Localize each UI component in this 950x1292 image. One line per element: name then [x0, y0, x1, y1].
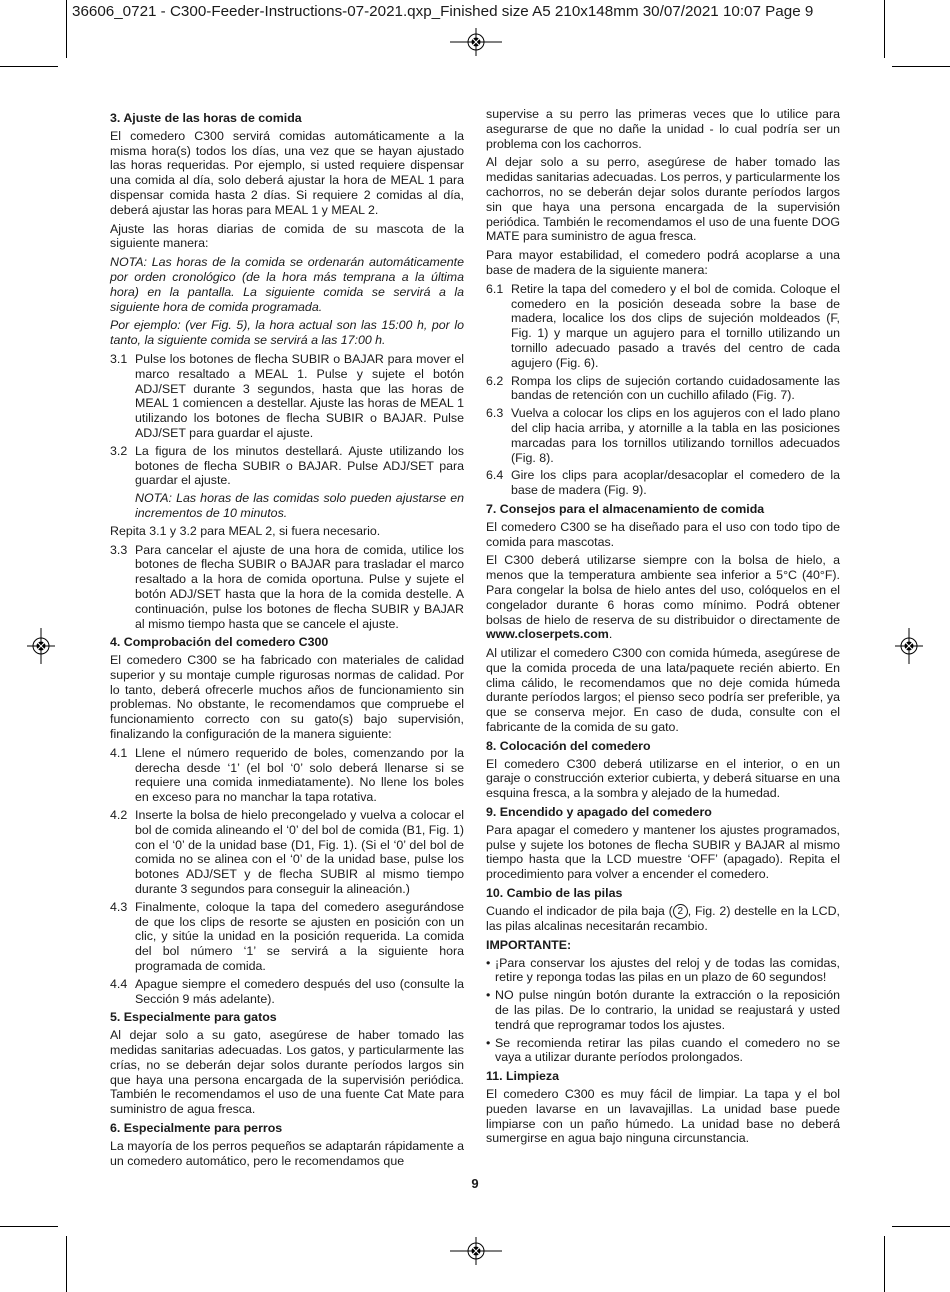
item-text: Para cancelar el ajuste de una hora de comida, utilice los botones de flecha SUBIR o BAJAR para trasladar el marco resaltado a la hora de comida oportuna. Pulse y sujete el botón ADJ/SET hasta que la hora de la comida destelle. A continuación, pulse los botones de flecha SUBIR y BAJAR al mismo tiempo hasta que se cancele el ajuste.	[135, 542, 464, 631]
period: .	[608, 627, 613, 642]
list-item	[486, 406, 840, 465]
crop-mark	[66, 1236, 67, 1292]
paragraph-text: Cuando el indicador de pila baja (	[486, 903, 673, 918]
item-number: 4.2	[110, 808, 128, 823]
paragraph: Al dejar solo a su perro, asegúrese de haber tomado las medidas sanitarias adecuadas. Los perros, y particularmente los cachorros, no se deberán dejar solos durante períodos largos sin que haya una persona encargada de la supervisión periódica. También le recomendamos el uso de una fuente DOG MATE para suministro de agua fresca.	[486, 155, 841, 244]
crop-mark	[884, 1236, 885, 1292]
list-item	[110, 900, 464, 974]
crop-mark	[0, 1226, 58, 1227]
bullet-text: NO pulse ningún botón durante la extracción o la reposición de las pilas. De lo contrario, la unidad se reajustará y usted tendrá que reprogramar todos los ajustes.	[495, 988, 840, 1032]
bullet-text: ¡Para conservar los ajustes del reloj y de todas las comidas, retire y reponga todas las pilas en un plazo de 60 segundos!	[495, 955, 840, 985]
section-heading: 9. Encendido y apagado del comedero	[486, 805, 712, 820]
bullet-icon: •	[486, 988, 491, 1003]
website-link[interactable]: www.closerpets.com	[486, 627, 609, 642]
item-text: Inserte la bolsa de hielo precongelado y vuelva a colocar el bol de comida alineando el ‘0’ del bol de comida (B1, Fig. 1) con el ‘0’ de la unidad base (D1, Fig. 1). (Si el ‘0’ del bol de comida no se alinea con el ‘0’ de la unidad base, pulse los botones ADJ/SET y de flecha SUBIR al mismo tiempo durante 3 segundos para conseguir la alineación.)	[135, 808, 464, 897]
item-number: 3.2	[110, 443, 128, 458]
section-heading: 11. Limpieza	[486, 1069, 560, 1084]
item-number: 3.3	[110, 542, 128, 557]
paragraph-text: El C300 deberá utilizarse siempre con la bolsa de hielo, a menos que la temperatura ambiente sea inferior a 5°C (40°F). Para congelar la bolsa de hielo antes del uso, colóquelos en el congelador durante 6 horas como mínimo. Podrá obtener bolsas de hielo de reserva de su distribuidor o directamente de	[486, 553, 840, 627]
item-text: Llene el número requerido de boles, comenzando por la derecha desde ‘1’ (el bol ‘0’ solo deberá llenarse si se requiere una comida inmediatamente). No llene los boles en exceso para no manchar la tapa rotativa.	[135, 745, 464, 805]
section-heading: 10. Cambio de las pilas	[486, 886, 623, 901]
right-column	[486, 107, 840, 1150]
section-heading: 3. Ajuste de las horas de comida	[110, 111, 302, 125]
section-heading: 5. Especialmente para gatos	[110, 1010, 277, 1025]
paragraph: supervise a su perro las primeras veces que lo utilice para asegurarse de que no dañe la unidad - lo cual podría ser un problema con los cachorros.	[486, 107, 840, 151]
bullet-item	[486, 1036, 840, 1066]
item-text: Rompa los clips de sujeción cortando cuidadosamente las bandas de retención con un cuchillo afilado (Fig. 7).	[511, 373, 840, 403]
left-column	[110, 107, 464, 1172]
paragraph: Repita 3.1 y 3.2 para MEAL 2, si fuera necesario.	[110, 523, 381, 538]
paragraph	[486, 904, 840, 934]
paragraph: El comedero C300 servirá comidas automáticamente a la misma hora(s) todos los días, una vez que se hayan ajustado las horas requeridas. Por ejemplo, si usted requiere dispensar una comida al día, solo deberá ajustar la hora de MEAL 1 para dispensar comida hasta 2 días. Si requiere 2 comidas al día, deberá ajustar las horas para MEAL 1 y MEAL 2.	[110, 128, 464, 217]
item-text: Apague siempre el comedero después del uso (consulte la Sección 9 más adelante).	[135, 976, 464, 1006]
paragraph: Para mayor estabilidad, el comedero podrá acoplarse a una base de madera de la siguiente manera:	[486, 248, 840, 277]
paragraph: Al dejar solo a su gato, asegúrese de haber tomado las medidas sanitarias adecuadas. Los gatos, y particularmente las crías, no se deberán dejar solos durante períodos largos sin que haya una persona encargada de la supervisión periódica. También le recomendamos el uso de una fuente Cat Mate para suministro de agua fresca.	[110, 1028, 464, 1117]
paragraph: El comedero C300 se ha diseñado para el uso con todo tipo de comida para mascotas.	[486, 519, 840, 549]
circled-number: 2	[673, 904, 688, 919]
list-item	[110, 746, 464, 805]
paragraph: El comedero C300 deberá utilizarse en el interior, o en un garaje o construcción exterior cubierta, y deberá situarse en una esquina fresca, a la sombra y alejado de la humedad.	[486, 756, 840, 801]
registration-mark-icon	[895, 628, 923, 664]
item-number: 4.3	[110, 899, 128, 914]
crop-mark	[892, 1226, 950, 1227]
list-item	[486, 468, 840, 498]
important-heading: IMPORTANTE:	[486, 937, 572, 952]
item-number: 6.3	[486, 406, 504, 421]
crop-mark	[0, 66, 58, 67]
section-heading: 8. Colocación del comedero	[486, 738, 651, 753]
item-text: Retire la tapa del comedero y el bol de comida. Coloque el comedero en la posición deseada sobre la base de madera, localice los dos clips de sujeción moldeados (F, Fig. 1) y marque un agujero para el tornillo utilizando un tornillo adecuado pasado a través del centro de cada agujero (Fig. 6).	[511, 281, 840, 370]
item-number: 6.4	[486, 468, 504, 483]
list-item	[110, 808, 464, 897]
registration-mark-icon	[27, 628, 55, 664]
item-number: 4.4	[110, 976, 128, 991]
registration-mark-icon	[450, 1237, 502, 1265]
paragraph: La mayoría de los perros pequeños se adaptarán rápidamente a un comedero automático, pero le recomendamos que	[110, 1138, 464, 1168]
paragraph: El comedero C300 es muy fácil de limpiar. La tapa y el bol pueden lavarse en un lavavajillas. La unidad base puede limpiarse con un paño húmedo. La unidad base no deberá sumergirse en agua bajo ninguna circunstancia.	[486, 1087, 840, 1146]
note: NOTA: Las horas de la comida se ordenarán automáticamente por orden cronológico (de la hora más temprana a la última hora) en la pantalla. La siguiente comida se servirá a la siguiente hora de comida programada.	[110, 255, 464, 314]
bullet-icon: •	[486, 955, 491, 970]
item-text: Vuelva a colocar los clips en los agujeros con el lado plano del clip hacia arriba, y atornille a la tabla en las posiciones marcadas para los tornillos utilizando tornillos adecuados (Fig. 8).	[511, 406, 840, 465]
paragraph: El comedero C300 se ha fabricado con materiales de calidad superior y su montaje cumple rigurosas normas de calidad. Por lo tanto, deberá ofrecerle muchos años de funcionamiento sin problemas. No obstante, le recomendamos que compruebe el funcionamiento correcto con su gato(s) bajo supervisión, finalizando la configuración de la manera siguiente:	[110, 653, 464, 742]
note: Por ejemplo: (ver Fig. 5), la hora actual son las 15:00 h, por lo tanto, la siguiente comida se servirá a las 17:00 h.	[110, 318, 464, 348]
item-number: 6.2	[486, 373, 504, 388]
crop-mark	[66, 0, 67, 58]
item-text: Finalmente, coloque la tapa del comedero asegurándose de que los clips de resorte se ajusten en posición con un clic, y sitúe la unidad en la posición requerida. La comida del bol número ‘1’ se servirá a la siguiente hora programada de comida.	[135, 899, 464, 974]
list-item	[486, 374, 840, 404]
page-number: 9	[471, 1176, 479, 1191]
bullet-item	[486, 988, 840, 1032]
list-item	[110, 543, 464, 632]
item-number: 3.1	[110, 351, 128, 366]
section-heading: 6. Especialmente para perros	[110, 1121, 283, 1135]
item-number: 6.1	[486, 281, 504, 296]
paragraph: Ajuste las horas diarias de comida de su mascota de la siguiente manera:	[110, 221, 464, 251]
item-text: Pulse los botones de flecha SUBIR o BAJAR para mover el marco resaltado a MEAL 1. Pulse y sujete el botón ADJ/SET durante 3 segundos, hasta que las horas de MEAL 1 comiencen a destellar. Ajuste las horas de MEAL 1 utilizando los botones de flecha SUBIR o BAJAR. Pulse ADJ/SET para guardar el ajuste.	[135, 351, 464, 440]
list-item	[110, 352, 464, 441]
bullet-icon: •	[486, 1035, 491, 1050]
section-heading: 4. Comprobación del comedero C300	[110, 635, 329, 650]
list-item	[110, 444, 464, 488]
crop-mark	[892, 66, 950, 67]
crop-mark	[884, 0, 885, 58]
print-slug: 36606_0721 - C300-Feeder-Instructions-07-2021.qxp_Finished size A5 210x148mm 30/07/2021 10:07 Page 9	[72, 3, 814, 20]
list-item	[110, 977, 464, 1007]
note: NOTA: Las horas de las comidas solo pueden ajustarse en incrementos de 10 minutos.	[135, 491, 464, 520]
registration-mark-icon	[450, 28, 502, 56]
bullet-item	[486, 956, 840, 986]
paragraph	[486, 553, 840, 642]
item-number: 4.1	[110, 745, 128, 760]
paragraph-text: , Fig. 2) destelle en la LCD, las pilas alcalinas necesitarán recambio.	[486, 903, 840, 934]
item-text: Gire los clips para acoplar/desacoplar el comedero de la base de madera (Fig. 9).	[511, 468, 840, 498]
item-text: La figura de los minutos destellará. Ajuste utilizando los botones de flecha SUBIR o BAJAR. Pulse ADJ/SET para guardar el ajuste.	[135, 443, 464, 488]
section-heading: 7. Consejos para el almacenamiento de comida	[486, 501, 765, 516]
list-item	[486, 282, 840, 371]
paragraph: Al utilizar el comedero C300 con comida húmeda, asegúrese de que la comida proceda de una lata/paquete recién abierto. En clima cálido, le recomendamos que no deje comida húmeda durante períodos largos; el pienso seco podría ser preferible, ya que se conserva mejor. En caso de duda, consulte con el fabricante de la comida de su gato.	[486, 646, 840, 735]
paragraph: Para apagar el comedero y mantener los ajustes programados, pulse y sujete los botones de flecha SUBIR y BAJAR al mismo tiempo hasta que la LCD muestre ‘OFF’ (apagado). Repita el procedimiento para volver a encender el comedero.	[486, 822, 840, 882]
bullet-text: Se recomienda retirar las pilas cuando el comedero no se vaya a utilizar durante períodos prolongados.	[495, 1035, 840, 1065]
